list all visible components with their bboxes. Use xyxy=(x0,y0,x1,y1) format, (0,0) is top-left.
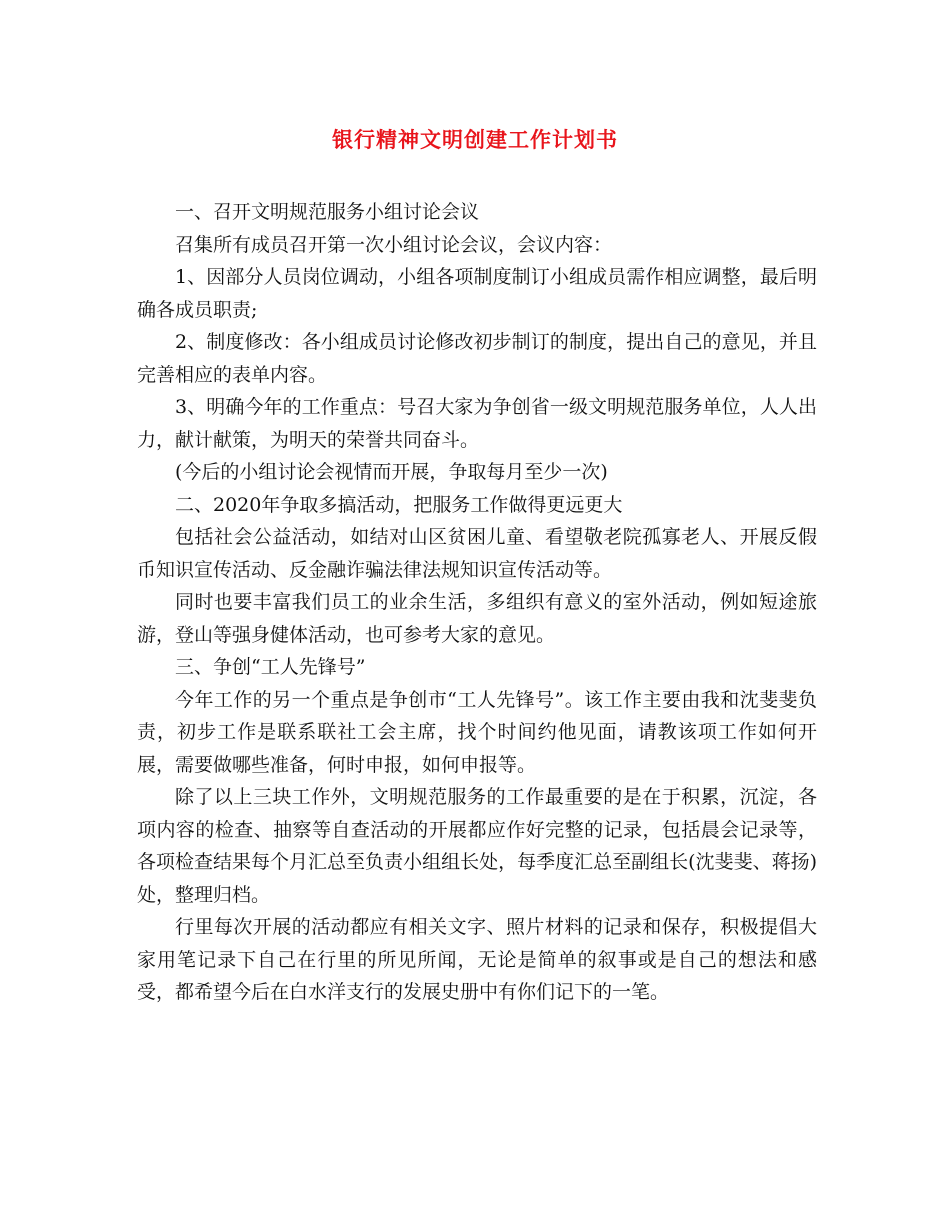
paragraph: 包括社会公益活动，如结对山区贫困儿童、看望敬老院孤寡老人、开展反假币知识宣传活动、反金融诈骗法律法规知识宣传活动等。 xyxy=(137,526,817,581)
section-heading-3: 三、争创“工人先锋号” xyxy=(175,656,366,678)
paragraph-note: (今后的小组讨论会视情而开展，争取每月至少一次) xyxy=(175,461,608,483)
paragraph: 行里每次开展的活动都应有相关文字、照片材料的记录和保存，积极提倡大家用笔记录下自己在行里的所见所闻，无论是简单的叙事或是自己的想法和感受，都希望今后在白水洋支行的发展史册中有你们记下的一笔。 xyxy=(137,916,817,1003)
paragraph: 今年工作的另一个重点是争创市“工人先锋号”。该工作主要由我和沈斐斐负责，初步工作是联系联社工会主席，找个时间约他见面，请教该项工作如何开展，需要做哪些准备，何时申报，如何申报等。 xyxy=(137,688,817,776)
section-heading-2: 二、2020年争取多搞活动，把服务工作做得更远更大 xyxy=(175,493,623,516)
paragraph: 1、因部分人员岗位调动，小组各项制度制订小组成员需作相应调整，最后明确各成员职责; xyxy=(137,266,817,321)
paragraph: 同时也要丰富我们员工的业余生活，多组织有意义的室外活动，例如短途旅游，登山等强身健体活动，也可参考大家的意见。 xyxy=(137,591,817,646)
paragraph: 召集所有成员召开第一次小组讨论会议，会议内容： xyxy=(175,233,613,256)
paragraph: 2、制度修改：各小组成员讨论修改初步制订的制度，提出自己的意见，并且完善相应的表单内容。 xyxy=(137,331,817,386)
document-title: 银行精神文明创建工作计划书 xyxy=(332,127,618,152)
paragraph: 3、明确今年的工作重点：号召大家为争创省一级文明规范服务单位，人人出力，献计献策，为明天的荣誉共同奋斗。 xyxy=(137,396,817,451)
paragraph: 除了以上三块工作外，文明规范服务的工作最重要的是在于积累，沉淀，各项内容的检查、抽察等自查活动的开展都应作好完整的记录，包括晨会记录等，各项检查结果每个月汇总至负责小组组长处，每季度汇总至副组长(沈斐斐、蒋扬)处，整理归档。 xyxy=(137,786,817,906)
section-heading-1: 一、召开文明规范服务小组讨论会议 xyxy=(175,201,480,223)
document-body xyxy=(137,196,817,1009)
